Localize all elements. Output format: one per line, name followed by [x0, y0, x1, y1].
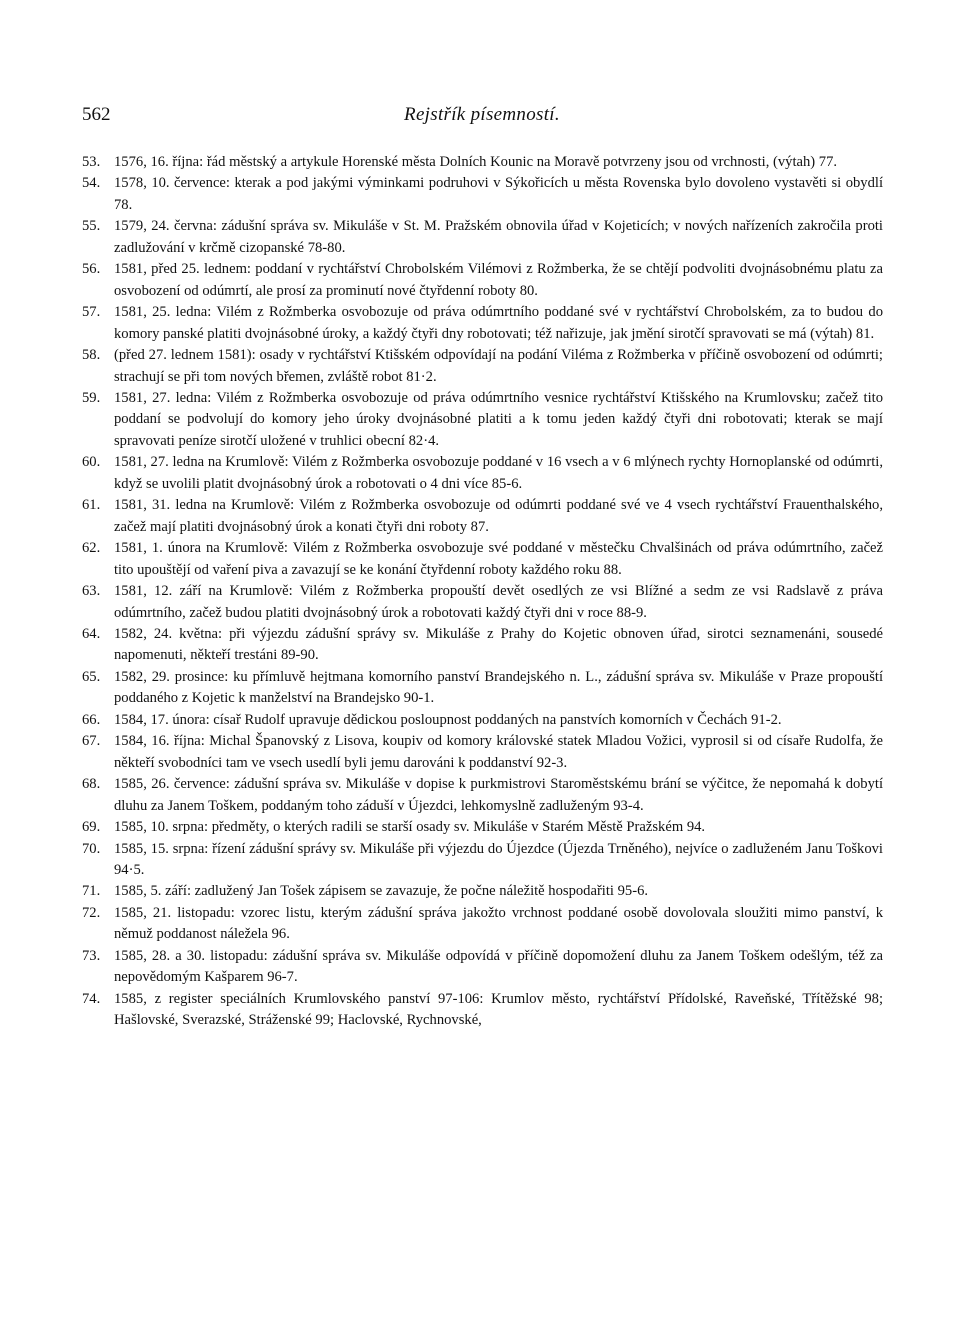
entry-text: 1585, 5. září: zadlužený Jan Tošek zápisem se zavazuje, že počne náležitě hospodařiti 95-6.	[114, 883, 649, 900]
entry-text: 1585, z register speciálních Krumlovského panství 97-106: Krumlov město, rychtářství Přídolské, Raveňské, Třítěžské 98; Hašlovské, Sverazské, Stráženské 99; Haclovské, Rychnovské,	[114, 990, 883, 1029]
entry-number: 60.	[82, 454, 101, 471]
entry-number: 66.	[82, 711, 101, 728]
entry-text: 1584, 17. února: císař Rudolf upravuje dědickou posloupnost poddaných na panstvích komorních v Čechách 91-2.	[114, 711, 782, 728]
entry-text: 1585, 10. srpna: předměty, o kterých radili se starší osady sv. Mikuláše v Starém Městě Pražském 94.	[114, 819, 706, 836]
entry-text: 1581, 12. září na Krumlově: Vilém z Rožmberka propouští devět osedlých ze vsi Blížné a sedm ze vsi Radslavě z práva odúmrtního, začež budou platiti dvojnásobný úrok a robotovati každý čtyři dni v roce 88-9.	[114, 583, 883, 621]
entry-number: 58.	[82, 347, 101, 364]
entry-number: 65.	[82, 668, 101, 685]
entry-text: 1581, 1. února na Krumlově: Vilém z Rožmberka osvobozuje své poddané v městečku Chvalšinách od práva odúmrtního, začež tito upouštějí od vaření piva a zavazují se ke konání čtyřdenní roboty každého roku 88.	[114, 540, 883, 578]
entry-number: 63.	[82, 583, 101, 600]
register-entry	[82, 903, 883, 946]
register-entry	[82, 839, 883, 882]
entry-text: 1582, 24. května: při výjezdu zádušní správy sv. Mikuláše z Prahy do Kojetic obnoven úřad, sirotci seznamenáni, sousedé napomenuti, někteří trestáni 89-90.	[114, 625, 883, 664]
register-entry	[82, 495, 883, 538]
register-entry	[82, 731, 883, 774]
entry-text: 1581, před 25. lednem: poddaní v rychtářství Chrobolském Vilémovi z Rožmberka, že se chtějí podvoliti dvojnásobnému platu za osvobození od odúmrtí, ale prosí za prominutí nové čtyřdenní roboty 80.	[114, 261, 883, 299]
entry-text: 1581, 27. ledna: Vilém z Rožmberka osvobozuje od práva odúmrtního vesnice rychtářství Ktišského na Krumlovsku; začež tito poddaní se podvolují do komory jeho úroky dvojnásobné platiti a k tomu jeden každý čtyři dni robotovati; kterak se mají spravovati peníze sirotčí uložené v truhlici obecní 82·4.	[114, 389, 883, 449]
register-entry	[82, 946, 883, 989]
running-title: Rejstřík písemností.	[404, 104, 560, 125]
register-entries	[82, 152, 883, 1032]
entry-number: 53.	[82, 154, 101, 170]
entry-number: 71.	[82, 883, 101, 900]
entry-number: 70.	[82, 840, 101, 857]
entry-number: 64.	[82, 625, 101, 642]
entry-text: 1581, 25. ledna: Vilém z Rožmberka osvobozuje od práva odúmrtního poddané své v rychtářství Chrobolském, za to budou do komory panské platiti dvojnásobné úroky, a každý čtyři dny robotovati; též nařizuje, jak jmění sirotčí spravovati se má (výtah) 81.	[114, 304, 883, 342]
entry-number: 73.	[82, 947, 101, 964]
entry-text: 1585, 28. a 30. listopadu: zádušní správa sv. Mikuláše odpovídá v příčině dopomožení dluhu za Janem Toškem odešlým, též za nepovědomým Kašparem 96-7.	[114, 947, 883, 986]
register-entry	[82, 817, 883, 838]
register-entry	[82, 216, 883, 259]
entry-number: 57.	[82, 304, 101, 321]
page-number: 562	[82, 104, 111, 125]
entry-text: 1581, 31. ledna na Krumlově: Vilém z Rožmberka osvobozuje od odúmrti poddané své ve 4 vsech rychtářství Frauenthalského, začež mají platiti dvojnásobný úrok a konati čtyři dni roboty 87.	[114, 497, 883, 535]
entry-number: 61.	[82, 497, 101, 514]
entry-number: 62.	[82, 540, 101, 557]
entry-text: 1578, 10. července: kterak a pod jakými výminkami podruhovi v Sýkořicích u města Rovenska bylo dovoleno vystavěti si obydlí 78.	[114, 175, 883, 213]
page-header	[82, 104, 882, 132]
register-entry	[82, 989, 883, 1032]
entry-text: 1579, 24. června: zádušní správa sv. Mikuláše v St. M. Pražském obnovila úřad v Kojeticích; v nových nařízeních zakročila proti zadlužování v krčmě cizopanské 78-80.	[114, 218, 883, 256]
register-entry	[82, 152, 883, 173]
entry-number: 54.	[82, 175, 101, 192]
register-entry	[82, 881, 883, 902]
entry-number: 56.	[82, 261, 101, 278]
entry-number: 74.	[82, 990, 101, 1007]
entry-text: 1584, 16. října: Michal Španovský z Lisova, koupiv od komory královské statek Mladou Vožici, vyprosil si od císaře Rudolfa, že někteří svobodníci tam ve vsech usedlí byli jemu darováni k poddanství 92-3.	[114, 733, 883, 771]
entry-number: 72.	[82, 904, 101, 921]
register-entry	[82, 774, 883, 817]
entry-number: 55.	[82, 218, 101, 235]
entry-text: 1585, 26. července: zádušní správa sv. Mikuláše v dopise k purkmistrovi Staroměstskému brání se výčitce, že nepomahá k dobytí dluhu za Janem Toškem, poddaným toho záduší v Újezdci, lehkomyslně zadluženým 93-4.	[114, 776, 883, 814]
register-entry	[82, 624, 883, 667]
entry-text: 1582, 29. prosince: ku přímluvě hejtmana komorního panství Brandejského n. L., zádušní správa sv. Mikuláše v Praze propouští poddaného z Kojetic k manželství na Brandejsko 90-1.	[114, 668, 883, 707]
register-entry	[82, 345, 883, 388]
register-entry	[82, 388, 883, 452]
register-entry	[82, 710, 883, 731]
entry-text: 1581, 27. ledna na Krumlově: Vilém z Rožmberka osvobozuje poddané v 16 vsech a v 6 mlýnech rychty Hornoplanské od odúmrti, když se uvolili platit dvojnásobný úrok a robotovati o 4 dni více 85-6.	[114, 454, 883, 492]
register-entry	[82, 302, 883, 345]
register-entry	[82, 173, 883, 216]
register-entry	[82, 538, 883, 581]
entry-number: 59.	[82, 389, 101, 406]
register-entry	[82, 452, 883, 495]
entry-text: 1585, 15. srpna: řízení zádušní správy sv. Mikuláše při výjezdu do Újezdce (Újezda Trněného), nejvíce o zadluženém Janu Toškovi 94·5.	[114, 840, 883, 878]
entry-text: 1576, 16. října: řád městský a artykule Horenské města Dolních Kounic na Moravě potvrzeny jsou od vrchnosti, (výtah) 77.	[114, 154, 838, 170]
entry-text: 1585, 21. listopadu: vzorec listu, kterým zádušní správa jakožto vrchnost poddané osobě dovolovala sloužiti mimo panství, k němuž poddanost náležela 96.	[114, 904, 883, 943]
entry-number: 68.	[82, 776, 101, 793]
register-entry	[82, 667, 883, 710]
entry-number: 69.	[82, 819, 101, 836]
entry-text: (před 27. lednem 1581): osady v rychtářství Ktišském odpovídají na podání Viléma z Rožmberka v příčině osvobození od odúmrti; strachují se při tom nových břemen, zvláště robot 81·2.	[114, 347, 883, 385]
register-entry	[82, 581, 883, 624]
entry-number: 67.	[82, 733, 101, 750]
register-entry	[82, 259, 883, 302]
